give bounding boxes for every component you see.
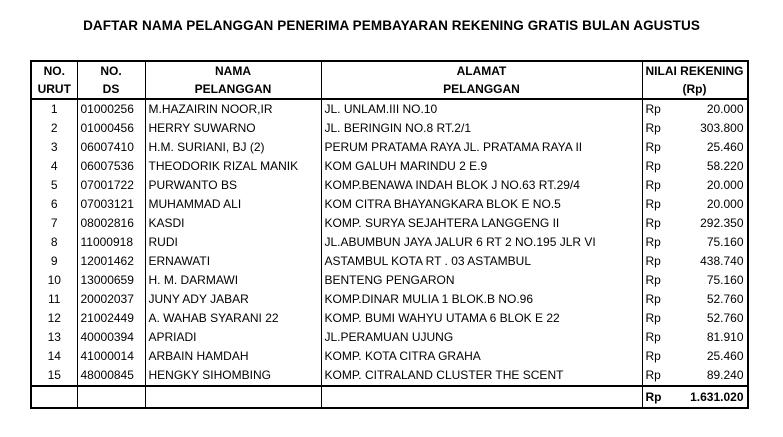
row-nilai-rekening: 81.910 xyxy=(686,328,747,347)
row-alamat-pelanggan: KOMP. KOTA CITRA GRAHA xyxy=(321,347,642,366)
row-no-ds: 48000845 xyxy=(77,366,145,386)
row-nilai-rekening: 58.220 xyxy=(686,157,747,176)
row-no-urut: 11 xyxy=(31,290,77,309)
page-title: DAFTAR NAMA PELANGGAN PENERIMA PEMBAYARAN REKENING GRATIS BULAN AGUSTUS xyxy=(83,18,700,33)
header-no-ds-line1: NO. xyxy=(77,61,145,80)
row-alamat-pelanggan: JL.PERAMUAN UJUNG xyxy=(321,328,642,347)
row-nilai-rekening: 25.460 xyxy=(686,138,747,157)
row-currency: Rp xyxy=(642,99,686,119)
header-nilai-line1: NILAI REKENING xyxy=(642,61,748,80)
row-nilai-rekening: 303.800 xyxy=(686,119,747,138)
row-alamat-pelanggan: BENTENG PENGARON xyxy=(321,271,642,290)
row-nilai-rekening: 20.000 xyxy=(686,176,747,195)
row-no-urut: 6 xyxy=(31,195,77,214)
row-alamat-pelanggan: KOM CITRA BHAYANGKARA BLOK E NO.5 xyxy=(321,195,642,214)
row-nilai-rekening: 20.000 xyxy=(686,195,747,214)
header-alamat-line1: ALAMAT xyxy=(321,61,642,80)
row-no-urut: 7 xyxy=(31,214,77,233)
row-nilai-rekening: 20.000 xyxy=(686,99,747,119)
table-row xyxy=(31,195,748,214)
row-currency: Rp xyxy=(642,252,686,271)
customer-table xyxy=(30,60,749,409)
row-currency: Rp xyxy=(642,309,686,328)
row-currency: Rp xyxy=(642,290,686,309)
row-no-urut: 15 xyxy=(31,366,77,386)
header-alamat-line2: PELANGGAN xyxy=(321,80,642,99)
row-alamat-pelanggan: KOMP.BENAWA INDAH BLOK J NO.63 RT.29/4 xyxy=(321,176,642,195)
header-nama-line2: PELANGGAN xyxy=(145,80,321,99)
row-no-ds: 41000014 xyxy=(77,347,145,366)
row-no-ds: 40000394 xyxy=(77,328,145,347)
header-no-urut-line1: NO. xyxy=(31,61,77,80)
row-nilai-rekening: 292.350 xyxy=(686,214,747,233)
row-nilai-rekening: 438.740 xyxy=(686,252,747,271)
table-row xyxy=(31,252,748,271)
header-no-ds-line2: DS xyxy=(77,80,145,99)
row-nilai-rekening: 52.760 xyxy=(686,309,747,328)
row-no-urut: 14 xyxy=(31,347,77,366)
row-no-urut: 5 xyxy=(31,176,77,195)
total-empty-nama xyxy=(145,386,321,408)
row-nama-pelanggan: H.M. SURIANI, BJ (2) xyxy=(145,138,321,157)
total-empty-ds xyxy=(77,386,145,408)
row-no-urut: 1 xyxy=(31,99,77,119)
header-nama-line1: NAMA xyxy=(145,61,321,80)
row-currency: Rp xyxy=(642,214,686,233)
row-alamat-pelanggan: JL.ABUMBUN JAYA JALUR 6 RT 2 NO.195 JLR VI xyxy=(321,233,642,252)
total-currency: Rp xyxy=(642,386,686,408)
row-nama-pelanggan: JUNY ADY JABAR xyxy=(145,290,321,309)
table-row xyxy=(31,119,748,138)
row-nama-pelanggan: KASDI xyxy=(145,214,321,233)
total-value: 1.631.020 xyxy=(686,386,747,408)
row-no-ds: 07001722 xyxy=(77,176,145,195)
row-currency: Rp xyxy=(642,157,686,176)
table-row xyxy=(31,328,748,347)
row-alamat-pelanggan: KOM GALUH MARINDU 2 E.9 xyxy=(321,157,642,176)
row-nama-pelanggan: APRIADI xyxy=(145,328,321,347)
table-row xyxy=(31,214,748,233)
row-no-ds: 01000456 xyxy=(77,119,145,138)
row-nama-pelanggan: A. WAHAB SYARANI 22 xyxy=(145,309,321,328)
table-row xyxy=(31,138,748,157)
row-no-urut: 2 xyxy=(31,119,77,138)
row-no-ds: 08002816 xyxy=(77,214,145,233)
row-currency: Rp xyxy=(642,176,686,195)
row-nilai-rekening: 52.760 xyxy=(686,290,747,309)
row-currency: Rp xyxy=(642,195,686,214)
row-no-urut: 13 xyxy=(31,328,77,347)
row-nilai-rekening: 75.160 xyxy=(686,233,747,252)
row-currency: Rp xyxy=(642,347,686,366)
table-row xyxy=(31,366,748,386)
row-currency: Rp xyxy=(642,366,686,386)
header-nilai-line2: (Rp) xyxy=(642,80,748,99)
row-alamat-pelanggan: JL. UNLAM.III NO.10 xyxy=(321,99,642,119)
table-header xyxy=(31,61,748,99)
row-no-urut: 12 xyxy=(31,309,77,328)
row-no-ds: 01000256 xyxy=(77,99,145,119)
row-nama-pelanggan: HENGKY SIHOMBING xyxy=(145,366,321,386)
row-currency: Rp xyxy=(642,119,686,138)
row-nama-pelanggan: MUHAMMAD ALI xyxy=(145,195,321,214)
row-alamat-pelanggan: KOMP.DINAR MULIA 1 BLOK.B NO.96 xyxy=(321,290,642,309)
row-alamat-pelanggan: KOMP. CITRALAND CLUSTER THE SCENT xyxy=(321,366,642,386)
row-no-urut: 3 xyxy=(31,138,77,157)
row-alamat-pelanggan: KOMP. BUMI WAHYU UTAMA 6 BLOK E 22 xyxy=(321,309,642,328)
row-alamat-pelanggan: ASTAMBUL KOTA RT . 03 ASTAMBUL xyxy=(321,252,642,271)
row-no-urut: 8 xyxy=(31,233,77,252)
table-row xyxy=(31,271,748,290)
row-alamat-pelanggan: KOMP. SURYA SEJAHTERA LANGGENG II xyxy=(321,214,642,233)
row-nama-pelanggan: PURWANTO BS xyxy=(145,176,321,195)
row-nilai-rekening: 75.160 xyxy=(686,271,747,290)
row-currency: Rp xyxy=(642,271,686,290)
header-no-urut-line2: URUT xyxy=(31,80,77,99)
table-row xyxy=(31,290,748,309)
row-nama-pelanggan: M.HAZAIRIN NOOR,IR xyxy=(145,99,321,119)
table-row xyxy=(31,309,748,328)
row-no-ds: 07003121 xyxy=(77,195,145,214)
row-nama-pelanggan: ERNAWATI xyxy=(145,252,321,271)
row-no-urut: 4 xyxy=(31,157,77,176)
row-no-ds: 21002449 xyxy=(77,309,145,328)
row-no-urut: 9 xyxy=(31,252,77,271)
total-row xyxy=(31,386,748,408)
row-currency: Rp xyxy=(642,328,686,347)
row-no-ds: 11000918 xyxy=(77,233,145,252)
row-nilai-rekening: 89.240 xyxy=(686,366,747,386)
row-no-ds: 06007410 xyxy=(77,138,145,157)
row-alamat-pelanggan: PERUM PRATAMA RAYA JL. PRATAMA RAYA II xyxy=(321,138,642,157)
row-nama-pelanggan: THEODORIK RIZAL MANIK xyxy=(145,157,321,176)
table-row xyxy=(31,176,748,195)
row-nama-pelanggan: ARBAIN HAMDAH xyxy=(145,347,321,366)
total-empty-alamat xyxy=(321,386,642,408)
table-row xyxy=(31,157,748,176)
table-row xyxy=(31,347,748,366)
row-no-ds: 12001462 xyxy=(77,252,145,271)
row-no-urut: 10 xyxy=(31,271,77,290)
row-alamat-pelanggan: JL. BERINGIN NO.8 RT.2/1 xyxy=(321,119,642,138)
total-empty-no xyxy=(31,386,77,408)
row-no-ds: 20002037 xyxy=(77,290,145,309)
row-no-ds: 13000659 xyxy=(77,271,145,290)
row-nama-pelanggan: HERRY SUWARNO xyxy=(145,119,321,138)
table-body xyxy=(31,99,748,386)
table-row xyxy=(31,99,748,119)
table-footer xyxy=(31,386,748,408)
row-no-ds: 06007536 xyxy=(77,157,145,176)
row-currency: Rp xyxy=(642,233,686,252)
row-nama-pelanggan: RUDI xyxy=(145,233,321,252)
row-nama-pelanggan: H. M. DARMAWI xyxy=(145,271,321,290)
table-row xyxy=(31,233,748,252)
row-currency: Rp xyxy=(642,138,686,157)
row-nilai-rekening: 25.460 xyxy=(686,347,747,366)
